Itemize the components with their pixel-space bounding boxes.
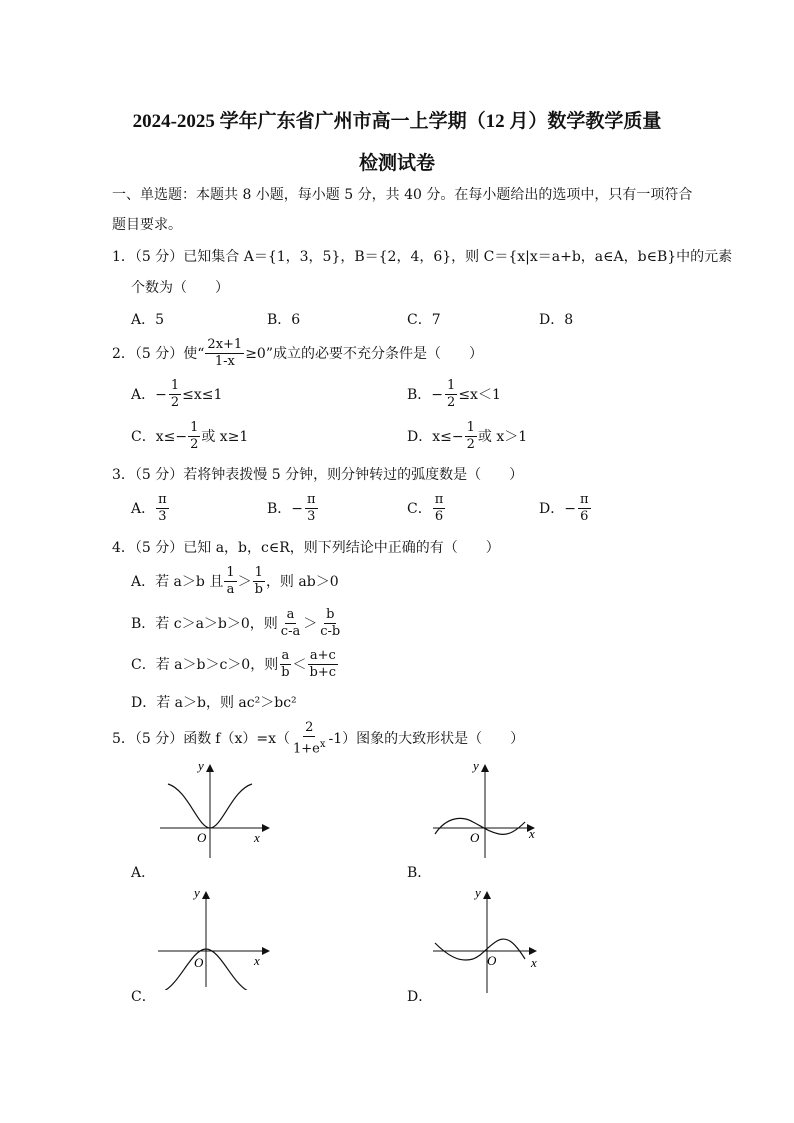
q3-b-frac [305, 492, 318, 525]
q2-d-den: 2 [466, 437, 475, 452]
q4-b-num2: b [326, 607, 335, 622]
q5-post: -1）图象的大致形状是（ ） [328, 730, 525, 747]
q4-c-pre: C．若 a＞b＞c＞0，则 [131, 656, 279, 673]
q4-c-den1: b [281, 665, 290, 680]
q1-option-d[interactable]: D．8 [539, 312, 574, 328]
section-header-cont: 题目要求。 [112, 217, 182, 233]
q2-option-b[interactable] [407, 378, 501, 411]
q4-b-den1: c-a [280, 624, 301, 639]
section-header: 一、单选题：本题共 8 小题，每小题 5 分，共 40 分。在每小题给出的选项中，只有一项符合 [112, 187, 693, 203]
graph-c[interactable] [150, 885, 275, 990]
q2-b-post: ≤x＜1 [458, 386, 501, 403]
page-title: 2024-2025 学年广东省广州市高一上学期（12 月）数学教学质量 [132, 111, 662, 132]
q3-a-frac [156, 492, 169, 525]
q4-c-frac2 [308, 648, 339, 681]
q5-option-b[interactable]: B． [407, 865, 432, 881]
q4-a-frac1 [224, 565, 236, 598]
q2-d-pre: x≤− [432, 428, 464, 445]
q3-d-den: 6 [580, 509, 589, 524]
q2-d-label: D． [407, 428, 433, 445]
q2-a-label: A． [131, 386, 156, 403]
q2-a-post: ≤x≤1 [182, 386, 223, 403]
q2-c-num: 1 [190, 420, 199, 435]
graph-a-origin: O [197, 830, 207, 845]
q4-option-a[interactable] [131, 565, 339, 598]
graph-a[interactable] [150, 760, 275, 860]
q2-b-label: B． [407, 386, 432, 403]
q2-c-label: C． [131, 428, 156, 445]
q3-d-neg: − [564, 500, 576, 517]
q5-den-base: 1+e [292, 741, 320, 757]
graph-c-origin: O [194, 955, 204, 970]
q4-a-mid: ＞ [237, 573, 252, 590]
graph-a-y-label: y [198, 760, 204, 773]
q2-numerator: 2x+1 [207, 337, 243, 352]
q5-pre: 5．（5 分）函数 [112, 730, 212, 747]
q4-option-d[interactable]: D．若 a＞b，则 ac²＞bc² [131, 695, 297, 711]
question-3-text: 3．（5 分）若将钟表拨慢 5 分钟，则分钟转过的弧度数是（ ） [112, 467, 524, 483]
question-1-text: 1．（5 分）已知集合 A＝{1，3，5}，B＝{2，4，6}，则 C＝{x|x＝a+b，a∈A，b∈B}中的元素 [112, 249, 733, 265]
graph-b[interactable] [425, 760, 550, 860]
q2-option-d[interactable] [407, 420, 527, 453]
q4-c-num1: a [281, 648, 290, 663]
q2-c-den: 2 [190, 437, 199, 452]
q4-b-num1: a [286, 607, 295, 622]
q1-option-b[interactable]: B．6 [267, 312, 301, 328]
q3-c-den: 6 [434, 509, 444, 524]
q2-a-neg: − [155, 386, 167, 403]
q4-b-den2: c-b [320, 624, 341, 639]
q3-d-num: π [579, 492, 589, 507]
question-1-text-cont: 个数为（ ） [131, 280, 229, 296]
q5-frac [291, 720, 328, 757]
graph-b-y-label: y [473, 760, 479, 773]
q2-denominator: 1-x [214, 354, 235, 369]
q2-d-frac [465, 420, 477, 453]
q3-option-c[interactable] [407, 492, 446, 525]
q2-d-num: 1 [466, 420, 475, 435]
question-2-text [112, 337, 483, 370]
q2-b-den: 2 [447, 395, 456, 410]
q3-option-d[interactable] [539, 492, 592, 525]
q5-den-exp: x [319, 739, 326, 750]
q2-a-num: 1 [170, 378, 180, 393]
q2-pre: 2．（5 分）使“ [112, 345, 205, 362]
q4-b-mid: ＞ [303, 615, 318, 632]
q4-a-den2: b [254, 582, 263, 597]
q2-d-post: 或 x＞1 [477, 428, 528, 445]
q3-a-label: A． [131, 500, 156, 517]
graph-c-x-label: x [254, 953, 260, 968]
q4-a-den1: a [226, 582, 235, 597]
graph-d-y-label: y [475, 885, 481, 900]
q3-option-a[interactable] [131, 492, 170, 525]
q3-c-label: C． [407, 500, 432, 517]
q4-a-post: ，则 ab＞0 [265, 573, 339, 590]
q4-c-frac1 [279, 648, 291, 681]
q3-b-neg: − [291, 500, 304, 517]
page-title-line2: 检测试卷 [358, 153, 435, 174]
q3-d-frac [578, 492, 591, 525]
question-4-text: 4．（5 分）已知 a，b，c∈R，则下列结论中正确的有（ ） [112, 540, 500, 556]
q4-b-frac1 [279, 607, 302, 640]
graph-d[interactable] [425, 885, 550, 995]
q2-c-post: 或 x≥1 [201, 428, 249, 445]
q2-b-neg: − [431, 386, 444, 403]
question-5-text [112, 720, 524, 757]
q5-den [291, 737, 328, 757]
q1-option-c[interactable]: C．7 [407, 312, 441, 328]
q3-b-num: π [307, 492, 316, 507]
q4-a-num2: 1 [254, 565, 263, 580]
graph-b-x-label: x [529, 826, 535, 841]
graph-d-curve [435, 939, 525, 960]
q4-c-mid: ＜ [292, 656, 307, 673]
q5-option-c[interactable]: C． [131, 989, 156, 1005]
q3-c-frac [433, 492, 446, 525]
q5-num: 2 [305, 720, 314, 735]
graph-a-x-label: x [254, 830, 260, 845]
q3-d-label: D． [539, 500, 565, 517]
q3-a-num: π [158, 492, 167, 507]
q2-a-den: 2 [170, 395, 180, 410]
q2-fraction [205, 337, 244, 370]
q3-a-den: 3 [158, 509, 167, 524]
q2-option-c[interactable] [131, 420, 248, 453]
graph-b-origin: O [470, 830, 480, 845]
q4-option-c[interactable] [131, 648, 339, 681]
q5-option-d[interactable]: D． [407, 989, 433, 1005]
q5-option-a[interactable]: A． [131, 865, 156, 881]
q4-a-frac2 [253, 565, 265, 598]
q2-option-a[interactable] [131, 378, 222, 411]
q3-option-b[interactable] [267, 492, 319, 525]
q4-a-pre: A．若 a＞b 且 [131, 573, 224, 590]
q4-a-num1: 1 [226, 565, 235, 580]
q4-c-den2: b+c [309, 665, 337, 680]
q2-b-num: 1 [447, 378, 456, 393]
q2-a-frac [169, 378, 181, 411]
q2-c-pre: x≤− [155, 428, 188, 445]
q2-c-frac [188, 420, 200, 453]
graph-d-origin: O [487, 953, 497, 968]
q4-c-num2: a+c [309, 648, 336, 663]
q2-post: ≥0”成立的必要不充分条件是（ ） [245, 345, 483, 362]
q4-option-b[interactable] [131, 607, 343, 640]
q5-func: f（x）=x（ [215, 730, 290, 747]
q3-b-label: B． [267, 500, 292, 517]
graph-d-x-label: x [531, 955, 537, 970]
q2-b-frac [445, 378, 457, 411]
q4-b-frac2 [318, 607, 342, 640]
q3-b-den: 3 [307, 509, 316, 524]
q1-option-a[interactable]: A．5 [131, 312, 165, 328]
graph-b-curve [435, 818, 525, 834]
graph-c-y-label: y [194, 885, 200, 900]
q3-c-num: π [434, 492, 444, 507]
q4-b-pre: B．若 c＞a＞b＞0，则 [131, 615, 278, 632]
